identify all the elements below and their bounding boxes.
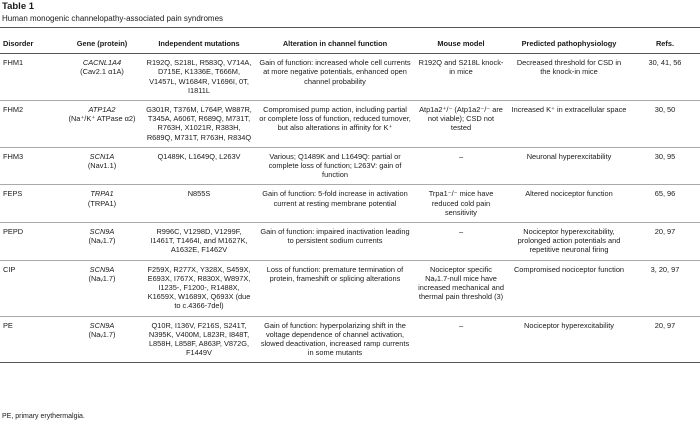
cell-refs: 30, 95 xyxy=(630,147,700,185)
cell-disorder: FEPS xyxy=(0,185,62,223)
cell-pathophysiology: Nociceptor hyperexcitability xyxy=(508,316,630,363)
gene-name: CACNL1A4 xyxy=(82,58,122,68)
table-row xyxy=(0,54,700,101)
cell-alteration: Gain of function: increased whole cell currents at more negative potentials, enhanced open channel probability xyxy=(256,54,414,101)
header-refs: Refs. xyxy=(630,37,700,54)
cell-alteration: Gain of function: impaired inactivation leading to persistent sodium currents xyxy=(256,223,414,261)
header-mouse: Mouse model xyxy=(414,37,508,54)
table-row xyxy=(0,223,700,261)
cell-disorder: CIP xyxy=(0,260,62,316)
cell-alteration: Loss of function: premature termination of protein, frameshift or splicing alterations xyxy=(256,260,414,316)
cell-mutations: Q1489K, L1649Q, L263V xyxy=(142,147,256,185)
cell-disorder: PEPD xyxy=(0,223,62,261)
header-pathophysiology: Predicted pathophysiology xyxy=(508,37,630,54)
cell-mouse: – xyxy=(414,223,508,261)
cell-mutations: F259X, R277X, Y328X, S459X, E693X, I767X, R830X, W897X, I1235-, F1200-, R1488X, K1659X, W1689X, Q693X (due to c.4366-7del) xyxy=(142,260,256,316)
cell-alteration: Various; Q1489K and L1649Q: partial or complete loss of function; L263V: gain of function xyxy=(256,147,414,185)
table-label: Table 1 xyxy=(2,1,35,12)
cell-disorder: FHM3 xyxy=(0,147,62,185)
header-gene: Gene (protein) xyxy=(62,37,142,54)
table-row xyxy=(0,101,700,148)
header-disorder: Disorder xyxy=(0,37,62,54)
cell-mutations: N855S xyxy=(142,185,256,223)
table-title: Human monogenic channelopathy-associated pain syndromes xyxy=(2,14,224,23)
gene-protein: (TRPA1) xyxy=(87,198,117,208)
gene-name: SCN9A xyxy=(89,264,115,274)
gene-name: SCN9A xyxy=(89,227,115,237)
gene-protein: (Naᵥ1.7) xyxy=(88,236,116,246)
cell-gene xyxy=(62,147,142,185)
cell-refs: 65, 96 xyxy=(630,185,700,223)
cell-gene xyxy=(62,101,142,148)
cell-mouse: – xyxy=(414,316,508,363)
cell-mouse: Atp1a2⁺/⁻ (Atp1a2⁻/⁻ are not viable); CSD not tested xyxy=(414,101,508,148)
table-row xyxy=(0,260,700,316)
gene-name: ATP1A2 xyxy=(88,105,116,115)
gene-protein: (Cav2.1 α1A) xyxy=(80,67,124,77)
cell-gene xyxy=(62,185,142,223)
header-row xyxy=(0,37,700,54)
table-row xyxy=(0,185,700,223)
cell-mutations: R192Q, S218L, R583Q, V714A, D715E, K1336E, T666M, V1457L, W1684R, V1696I, 0T, I1811L xyxy=(142,54,256,101)
cell-mouse: Trpa1⁻/⁻ mice have reduced cold pain sensitivity xyxy=(414,185,508,223)
cell-refs: 20, 97 xyxy=(630,223,700,261)
table-row xyxy=(0,147,700,185)
cell-pathophysiology: Decreased threshold for CSD in the knock-in mice xyxy=(508,54,630,101)
cell-mutations: R996C, V1298D, V1299F, I1461T, T1464I, and M1627K, A1632E, F1462V xyxy=(142,223,256,261)
cell-refs: 30, 41, 56 xyxy=(630,54,700,101)
gene-name: SCN9A xyxy=(89,320,115,330)
cell-mouse: – xyxy=(414,147,508,185)
cell-mutations: Q10R, I136V, F216S, S241T, N395K, V400M, L823R, I848T, L858H, L858F, A863P, V872G, F1449V xyxy=(142,316,256,363)
cell-refs: 20, 97 xyxy=(630,316,700,363)
gene-protein: (Na⁺/K⁺ ATPase α2) xyxy=(68,114,136,124)
cell-pathophysiology: Altered nociceptor function xyxy=(508,185,630,223)
cell-mutations: G301R, T376M, L764P, W887R, T345A, A606T, R689Q, M731T, R763H, X1021R, R383H, R689Q, M731T, R763H, R834Q xyxy=(142,101,256,148)
cell-disorder: FHM1 xyxy=(0,54,62,101)
cell-alteration: Compromised pump action, including partial or complete loss of function, reduced turnover, but also alterations in affinity for K⁺ xyxy=(256,101,414,148)
cell-refs: 30, 50 xyxy=(630,101,700,148)
gene-protein: (Nav1.1) xyxy=(87,161,117,171)
cell-alteration: Gain of function: 5-fold increase in activation current at resting membrane potential xyxy=(256,185,414,223)
gene-name: TRPA1 xyxy=(90,189,114,199)
cell-mouse: R192Q and S218L knock-in mice xyxy=(414,54,508,101)
cell-gene xyxy=(62,316,142,363)
gene-name: SCN1A xyxy=(89,151,115,161)
gene-protein: (Naᵥ1.7) xyxy=(88,329,116,339)
header-mutations: Independent mutations xyxy=(142,37,256,54)
cell-pathophysiology: Compromised nociceptor function xyxy=(508,260,630,316)
cell-mouse: Nociceptor specific Naᵥ1.7-null mice have increased mechanical and thermal pain threshold (3) xyxy=(414,260,508,316)
table-footnote: PE, primary erythermalgia. xyxy=(2,413,85,420)
header-alteration: Alteration in channel function xyxy=(256,37,414,54)
cell-pathophysiology: Nociceptor hyperexcitability, prolonged action potentials and repetitive neuronal firing xyxy=(508,223,630,261)
cell-gene xyxy=(62,260,142,316)
data-table xyxy=(0,37,700,363)
cell-gene xyxy=(62,54,142,101)
cell-gene xyxy=(62,223,142,261)
cell-refs: 3, 20, 97 xyxy=(630,260,700,316)
cell-pathophysiology: Increased K⁺ in extracellular space xyxy=(508,101,630,148)
cell-pathophysiology: Neuronal hyperexcitability xyxy=(508,147,630,185)
cell-disorder: PE xyxy=(0,316,62,363)
table-row xyxy=(0,316,700,363)
top-rule xyxy=(0,27,700,28)
cell-disorder: FHM2 xyxy=(0,101,62,148)
gene-protein: (Naᵥ1.7) xyxy=(88,273,116,283)
cell-alteration: Gain of function: hyperpolarizing shift in the voltage dependence of channel activation, slowed deactivation, increased ramp currents in some mutants xyxy=(256,316,414,363)
